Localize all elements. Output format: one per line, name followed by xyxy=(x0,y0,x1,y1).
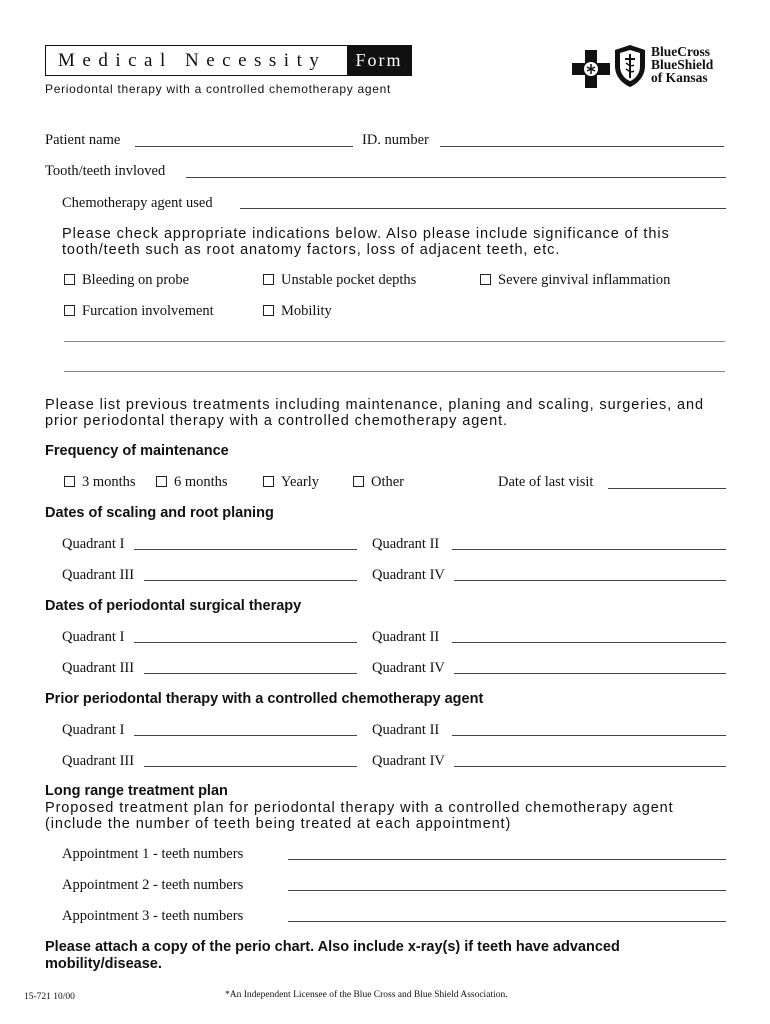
prior-q3-field[interactable] xyxy=(144,766,357,767)
last-visit-label: Date of last visit xyxy=(498,474,594,490)
surgical-q1-field[interactable] xyxy=(134,642,357,643)
checkbox[interactable] xyxy=(156,476,167,487)
scaling-q3-label: Quadrant III xyxy=(62,567,135,583)
indication-mobility[interactable] xyxy=(263,303,332,320)
scaling-q4-field[interactable] xyxy=(454,580,726,581)
frequency-yearly[interactable] xyxy=(263,474,319,491)
tooth-field[interactable] xyxy=(186,177,726,178)
tooth-label: Tooth/teeth invloved xyxy=(45,163,166,179)
form-code: 15-721 10/00 xyxy=(24,992,75,1002)
prior-q2-field[interactable] xyxy=(452,735,726,736)
scaling-q3-field[interactable] xyxy=(144,580,357,581)
prior-q4-field[interactable] xyxy=(454,766,726,767)
indication-label: Bleeding on probe xyxy=(82,272,190,288)
form-subtitle: Periodontal therapy with a controlled chemotherapy agent xyxy=(45,82,392,96)
prior-q1-field[interactable] xyxy=(134,735,357,736)
frequency-label: Other xyxy=(371,474,405,490)
checkbox[interactable] xyxy=(263,476,274,487)
scaling-q2-field[interactable] xyxy=(452,549,726,550)
frequency-6-months[interactable] xyxy=(156,474,228,491)
scaling-q1-field[interactable] xyxy=(134,549,357,550)
checkbox[interactable] xyxy=(64,305,75,316)
indication-notes-line-2[interactable] xyxy=(64,371,725,372)
chemo-agent-field[interactable] xyxy=(240,208,726,209)
id-number-label: ID. number xyxy=(362,132,429,148)
frequency-heading: Frequency of maintenance xyxy=(45,443,229,459)
chemo-agent-label: Chemotherapy agent used xyxy=(62,195,213,211)
scaling-q1-label: Quadrant I xyxy=(62,536,125,552)
frequency-label: Yearly xyxy=(281,474,319,490)
logo-line-1: BlueCross xyxy=(651,44,711,59)
blue-shield-icon xyxy=(614,44,646,88)
frequency-3-months[interactable] xyxy=(64,474,136,491)
surgical-q4-label: Quadrant IV xyxy=(372,660,445,676)
appointment-2-field[interactable] xyxy=(288,890,726,891)
checkbox[interactable] xyxy=(64,274,75,285)
surgical-q3-field[interactable] xyxy=(144,673,357,674)
appointment-3-label: Appointment 3 - teeth numbers xyxy=(62,908,244,924)
previous-instruction: Please list previous treatments including maintenance, planing and scaling, surgeries, and prior periodontal therapy with a controlled chemotherapy agent. xyxy=(45,397,704,429)
appointment-1-field[interactable] xyxy=(288,859,726,860)
prior-q2-label: Quadrant II xyxy=(372,722,440,738)
frequency-other[interactable] xyxy=(353,474,404,491)
checkbox[interactable] xyxy=(263,305,274,316)
checkbox[interactable] xyxy=(64,476,75,487)
form-title-badge: Form xyxy=(347,46,411,75)
indication-furcation[interactable] xyxy=(64,303,214,320)
indication-label: Mobility xyxy=(281,303,332,319)
prior-q1-label: Quadrant I xyxy=(62,722,125,738)
plan-instruction: Proposed treatment plan for periodontal therapy with a controlled chemotherapy agent (include the number of teeth being treated at each appointment) xyxy=(45,800,674,832)
appointment-2-label: Appointment 2 - teeth numbers xyxy=(62,877,244,893)
appointment-3-field[interactable] xyxy=(288,921,726,922)
scaling-heading: Dates of scaling and root planing xyxy=(45,505,274,521)
blue-cross-icon xyxy=(572,50,610,88)
indication-bleeding[interactable] xyxy=(64,272,189,289)
logo-line-3: of Kansas xyxy=(651,70,708,85)
last-visit-field[interactable] xyxy=(608,488,726,489)
indication-label: Unstable pocket depths xyxy=(281,272,417,288)
frequency-label: 3 months xyxy=(82,474,136,490)
surgical-q3-label: Quadrant III xyxy=(62,660,135,676)
surgical-q2-field[interactable] xyxy=(452,642,726,643)
frequency-label: 6 months xyxy=(174,474,228,490)
form-title-text: Medical Necessity xyxy=(58,50,327,71)
indication-notes-line-1[interactable] xyxy=(64,341,725,342)
prior-heading: Prior periodontal therapy with a controlled chemotherapy agent xyxy=(45,691,484,707)
scaling-q2-label: Quadrant II xyxy=(372,536,440,552)
surgical-q2-label: Quadrant II xyxy=(372,629,440,645)
surgical-heading: Dates of periodontal surgical therapy xyxy=(45,598,302,614)
appointment-1-label: Appointment 1 - teeth numbers xyxy=(62,846,244,862)
indication-pocket-depths[interactable] xyxy=(263,272,416,289)
form-title xyxy=(45,45,412,76)
logo-wordmark xyxy=(651,45,713,84)
bcbs-logo xyxy=(572,44,732,92)
indication-inflammation[interactable] xyxy=(480,272,670,289)
surgical-q4-field[interactable] xyxy=(454,673,726,674)
patient-name-field[interactable] xyxy=(135,146,353,147)
indication-label: Severe ginvival inflammation xyxy=(498,272,671,288)
patient-name-label: Patient name xyxy=(45,132,121,148)
scaling-q4-label: Quadrant IV xyxy=(372,567,445,583)
licensee-note: *An Independent Licensee of the Blue Cross and Blue Shield Association. xyxy=(225,990,508,1000)
indication-label: Furcation involvement xyxy=(82,303,214,319)
prior-q4-label: Quadrant IV xyxy=(372,753,445,769)
checkbox[interactable] xyxy=(353,476,364,487)
indications-instruction: Please check appropriate indications below. Also please include significance of this tooth/teeth such as root anatomy factors, loss of adjacent teeth, etc. xyxy=(62,226,670,258)
plan-heading: Long range treatment plan xyxy=(45,783,228,799)
logo-line-2: BlueShield xyxy=(651,57,714,72)
checkbox[interactable] xyxy=(263,274,274,285)
prior-q3-label: Quadrant III xyxy=(62,753,135,769)
attach-note: Please attach a copy of the perio chart. Also include x-ray(s) if teeth have advanced mobility/disease. xyxy=(45,939,620,972)
surgical-q1-label: Quadrant I xyxy=(62,629,125,645)
id-number-field[interactable] xyxy=(440,146,724,147)
checkbox[interactable] xyxy=(480,274,491,285)
